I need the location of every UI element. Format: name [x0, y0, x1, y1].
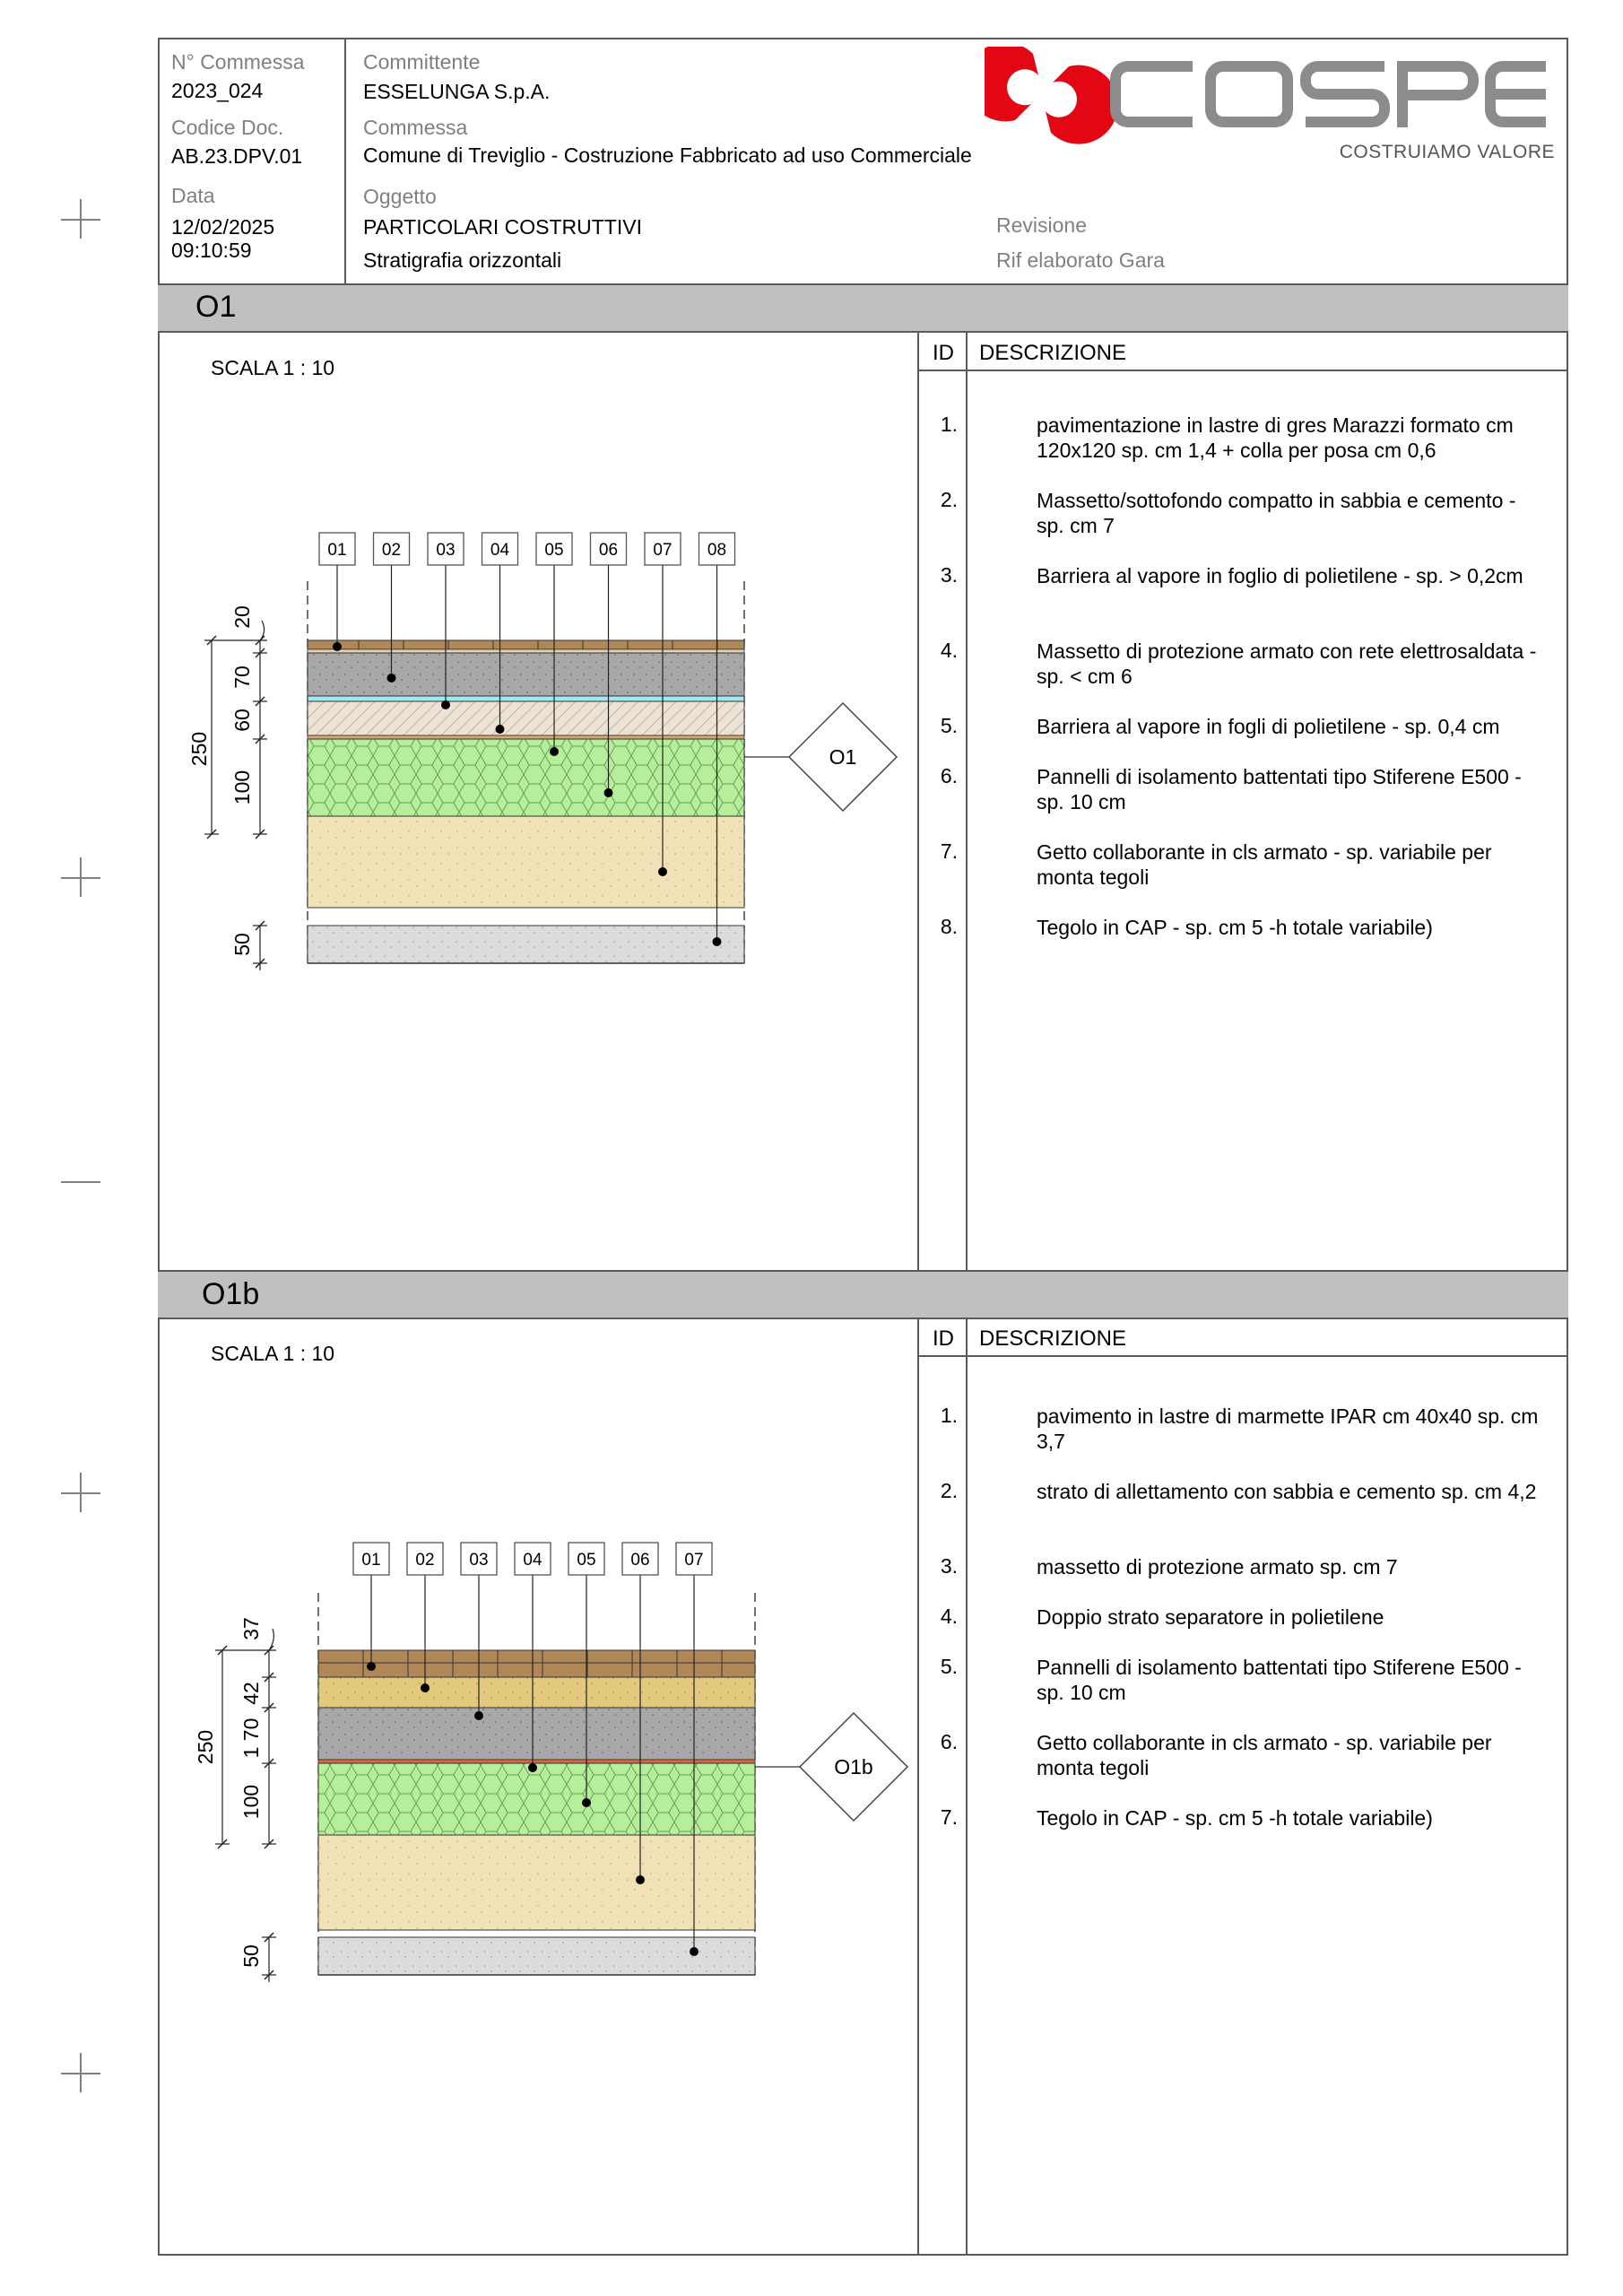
leader-dot	[604, 788, 613, 797]
table-desc-header-o1: DESCRIZIONE	[979, 341, 1127, 365]
scale-label-o1: SCALA 1 : 10	[211, 356, 335, 379]
description-id: 7.	[940, 839, 958, 863]
dim-total-o1: 250	[187, 731, 211, 767]
dim-o1-3: 100	[230, 770, 254, 805]
commessa-value: Comune di Treviglio - Costruzione Fabbricato ad uso Commerciale	[363, 144, 972, 167]
table-header-rule-o1	[917, 370, 1568, 371]
crop-mark	[80, 1473, 82, 1512]
data-label: Data	[171, 184, 215, 207]
dim-o1-2: 60	[230, 709, 254, 732]
description-text: Tegolo in CAP - sp. cm 5 -h totale variabile)	[1037, 1806, 1433, 1830]
commessa-no-label: N° Commessa	[171, 50, 305, 74]
description-text: Massetto/sottofondo compatto in sabbia e cemento - sp. cm 7	[1037, 489, 1516, 537]
logo-tagline: COSTRUIAMO VALORE	[1339, 142, 1555, 162]
layer-tag-label: 02	[381, 541, 402, 560]
description-id: 4.	[940, 1605, 958, 1628]
codice-label: Codice Doc.	[171, 116, 284, 139]
leader-dot	[441, 700, 450, 709]
crop-mark	[61, 1181, 100, 1183]
description-text: Tegolo in CAP - sp. cm 5 -h totale variabile)	[1037, 916, 1433, 939]
leader-dot	[713, 937, 722, 946]
commessa-label: Commessa	[363, 116, 468, 139]
description-text: pavimento in lastre di marmette IPAR cm 40x40 sp. cm 3,7	[1037, 1405, 1539, 1453]
description-text: Massetto di protezione armato con rete elettrosaldata - sp. < cm 6	[1037, 639, 1537, 688]
leader-dot	[333, 642, 342, 651]
leader-dot	[658, 867, 667, 876]
leader-dot	[550, 747, 559, 756]
layer-tag-label: 02	[415, 1551, 435, 1570]
dim-o1-1: 70	[230, 665, 254, 689]
codice-value: AB.23.DPV.01	[171, 144, 303, 168]
table-id-divider-o1	[966, 333, 968, 1272]
table-id-header-o1: ID	[933, 341, 954, 365]
layer-tag-label: 05	[577, 1551, 596, 1570]
description-id: 2.	[940, 1479, 958, 1502]
description-id: 5.	[940, 1655, 958, 1678]
oggetto-line-2: Stratigrafia orizzontali	[363, 248, 562, 272]
description-id: 7.	[940, 1805, 958, 1829]
description-text: Getto collaborante in cls armato - sp. variabile per monta tegoli	[1037, 840, 1492, 889]
description-id: 5.	[940, 714, 958, 737]
data-date: 12/02/2025	[171, 215, 275, 239]
layer-tag-label: 03	[469, 1551, 489, 1570]
description-text: Barriera al vapore in foglio di polietilene - sp. > 0,2cm	[1037, 564, 1523, 587]
dim-o1b-0: 37	[239, 1617, 263, 1640]
table-divider-o1b	[917, 1319, 919, 2256]
leader-dot	[690, 1947, 699, 1956]
cospe-logo	[985, 47, 1558, 172]
header-divider	[344, 38, 346, 285]
section-header-o1b	[158, 1270, 1568, 1319]
committente-label: Committente	[363, 50, 481, 74]
leader-dot	[636, 1875, 645, 1884]
section-header-o1	[158, 283, 1568, 333]
stratigraphy-drawing-o1	[179, 520, 915, 987]
description-text: Pannelli di isolamento battentati tipo Stiferene E500 - sp. 10 cm	[1037, 1656, 1522, 1704]
revisione-label: Revisione	[996, 213, 1087, 237]
description-text: Getto collaborante in cls armato - sp. variabile per monta tegoli	[1037, 1731, 1492, 1779]
layer-tag-label: 07	[653, 541, 673, 560]
oggetto-line-1: PARTICOLARI COSTRUTTIVI	[363, 215, 642, 239]
dim-o1-bottom: 50	[230, 933, 254, 956]
leader-dot	[496, 725, 505, 734]
stratigraphy-svg-o1b	[179, 1530, 915, 1996]
description-id: 1.	[940, 413, 958, 436]
description-text: pavimentazione in lastre di gres Marazzi formato cm 120x120 sp. cm 1,4 + colla per posa cm 0,6	[1037, 413, 1514, 462]
description-id: 8.	[940, 915, 958, 938]
leader-dot	[582, 1798, 591, 1807]
description-text: strato di allettamento con sabbia e cemento sp. cm 4,2	[1037, 1480, 1537, 1503]
layer-tag-label: 07	[684, 1551, 704, 1570]
data-time: 09:10:59	[171, 239, 252, 262]
description-id: 3.	[940, 1554, 958, 1578]
leader-dot	[474, 1711, 483, 1720]
dim-o1b-3: 100	[239, 1784, 263, 1820]
layer-tag-label: 01	[327, 541, 347, 560]
layer-tag-label: 06	[630, 1551, 650, 1570]
dim-o1-0: 20	[230, 605, 254, 629]
leader-dot	[528, 1763, 537, 1772]
section-title-o1b: O1b	[202, 1277, 260, 1311]
crop-mark	[80, 199, 82, 239]
table-id-header-o1b: ID	[933, 1326, 954, 1351]
leader-dot	[387, 674, 396, 683]
description-text: Doppio strato separatore in polietilene	[1037, 1605, 1384, 1629]
commessa-no: 2023_024	[171, 79, 264, 102]
stratigraphy-svg-o1	[179, 520, 915, 987]
description-id: 1.	[940, 1404, 958, 1427]
crop-mark	[80, 857, 82, 897]
crop-mark	[80, 2053, 82, 2092]
table-header-rule-o1b	[917, 1355, 1568, 1357]
description-id: 6.	[940, 1730, 958, 1753]
leader-dot	[421, 1683, 430, 1692]
layer-tag-label: 05	[544, 541, 564, 560]
description-text: massetto di protezione armato sp. cm 7	[1037, 1555, 1398, 1578]
table-id-divider-o1b	[966, 1319, 968, 2256]
dim-o1b-2: 1 70	[239, 1718, 263, 1759]
scale-label-o1b: SCALA 1 : 10	[211, 1342, 335, 1365]
description-id: 2.	[940, 488, 958, 511]
section-tag-o1b: O1b	[834, 1755, 873, 1779]
layer-tag-label: 03	[436, 541, 456, 560]
dim-o1b-1: 42	[239, 1682, 263, 1705]
rif-label: Rif elaborato Gara	[996, 248, 1165, 272]
dim-o1b-bottom: 50	[239, 1944, 263, 1968]
section-tag-o1: O1	[829, 745, 857, 769]
description-text: Pannelli di isolamento battentati tipo Stiferene E500 - sp. 10 cm	[1037, 765, 1522, 813]
stratigraphy-drawing-o1b	[179, 1530, 915, 1996]
oggetto-label: Oggetto	[363, 185, 437, 208]
dim-total-o1b: 250	[194, 1729, 217, 1765]
description-id: 4.	[940, 639, 958, 662]
layer-tag-label: 04	[523, 1551, 542, 1570]
description-id: 6.	[940, 764, 958, 787]
section-title-o1: O1	[195, 290, 237, 324]
layer-tag-label: 06	[598, 541, 619, 560]
table-divider-o1	[917, 333, 919, 1272]
layer-tag-label: 01	[361, 1551, 381, 1570]
layer-tag-label: 04	[490, 541, 510, 560]
committente-value: ESSELUNGA S.p.A.	[363, 80, 551, 103]
description-text: Barriera al vapore in fogli di polietilene - sp. 0,4 cm	[1037, 715, 1500, 738]
leader-dot	[367, 1662, 376, 1671]
table-desc-header-o1b: DESCRIZIONE	[979, 1326, 1127, 1351]
description-id: 3.	[940, 563, 958, 587]
layer-tag-label: 08	[707, 541, 727, 560]
